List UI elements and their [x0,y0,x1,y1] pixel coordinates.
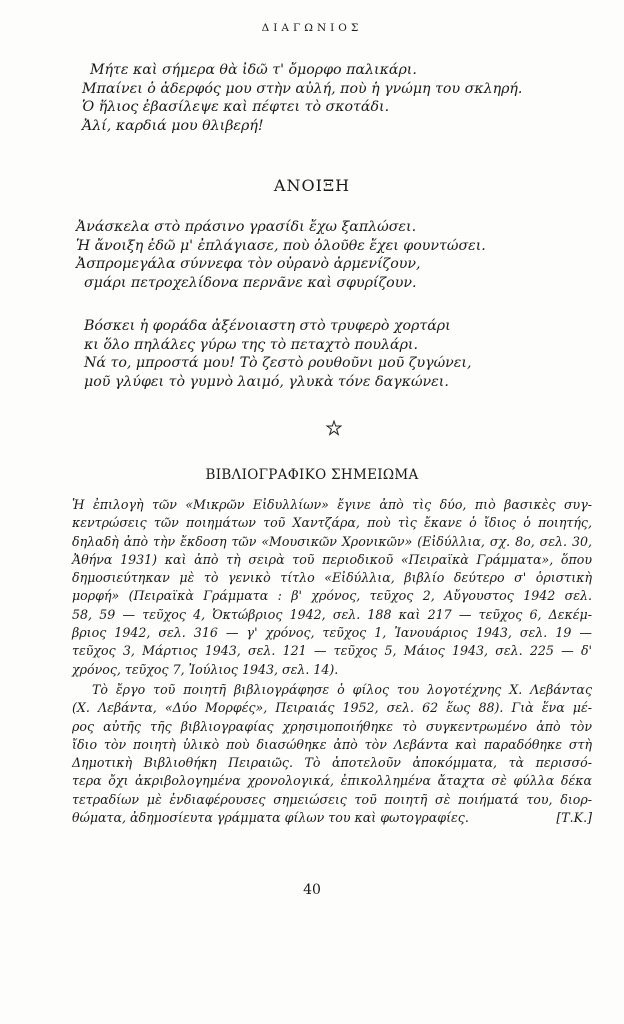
verse-line: Ἀλί, καρδιά μου θλιβερή! [82,117,264,134]
text-line: μορφή» (Πειραϊκὰ Γράμματα : β' χρόνος, τεῦχος 2, Αὔγουστος 1942 σελ. [72,588,592,604]
text-line: Ἀθήνα 1931) καὶ ἀπὸ τὴ σειρὰ τοῦ περιοδικοῦ «Πειραϊκὰ Γράμματα», ὅπου [72,551,592,567]
bibliography-paragraph-2 [72,681,592,827]
verse-line: Μπαίνει ὁ ἀδερφός μου στὴν αὐλή, ποὺ ἡ γνώμη του σκληρή. [82,80,523,97]
poem-title: ΑΝΟΙΞΗ [273,176,351,195]
verse-line: σμάρι πετροχελίδονα περνᾶνε καὶ σφυρίζουν. [84,274,417,291]
verse-line: κι ὅλο πηλάλες γύρω της τὸ πεταχτὸ πουλάρι. [84,336,418,353]
verse-line: Μήτε καὶ σήμερα θὰ ἰδῶ τ' ὄμορφο παλικάρι. [90,62,417,78]
page-number: 40 [303,882,321,898]
text-line: 58, 59 — τεῦχος 4, Ὀκτώβριος 1942, σελ. 188 καὶ 217 — τεῦχος 6, Δεκέμ- [72,606,592,622]
text-line: (Χ. Λεβάντα, «Δύο Μορφές», Πειραιάς 1952, σελ. 62 ἕως 88). Γιὰ ἕνα μέ- [72,700,592,716]
text-line: τερα ὄχι ἀκριβολογημένα χρονολογικά, ἐπικολλημένα ἄταχτα σὲ φύλλα δέκα [72,773,592,789]
text-line: χρόνος, τεῦχος 7, Ἰούλιος 1943, σελ. 14). [72,661,339,677]
stanza-1 [76,218,486,292]
text-line: τετραδίων μὲ ἐνδιαφέρουσες σημειώσεις τοῦ ποιητῆ σὲ ποιήματά του, διορ- [72,791,592,807]
verse-line: Ὁ ἥλιος ἐβασίλεψε καὶ πέφτει τὸ σκοτάδι. [82,99,390,115]
section-title: ΒΙΒΛΙΟΓΡΑΦΙΚΟ ΣΗΜΕΙΩΜΑ [205,467,419,483]
star-ornament-icon [326,420,342,436]
text-line: κεντρώσεις τῶν ποιημάτων τοῦ Χαντζάρα, ποὺ τὶς ἔκανε ὁ ἴδιος ὁ ποιητής, [72,515,592,531]
running-head: ΔΙΑΓΩΝΙΟΣ [261,22,363,34]
verse-line: Ἀνάσκελα στὸ πράσινο γρασίδι ἔχω ξαπλώσει. [76,219,417,235]
text-line: βριος 1942, σελ. 316 — γ' χρόνος, τεῦχος 1, Ἰανουάριος 1943, σελ. 19 — [72,625,592,641]
text-line: ρος αὐτῆς τῆς βιβλιογραφίας χρησιμοποιήθηκε τὸ συγκεντρωμένο ἀπὸ τὸν [72,718,592,734]
verse-line: Νά το, μπροστά μου! Τὸ ζεστὸ ρουθοῦνι μοῦ ζυγώνει, [84,355,472,371]
text-line: τεῦχος 3, Μάρτιος 1943, σελ. 121 — τεῦχος 5, Μάιος 1943, σελ. 225 — δ' [72,643,592,659]
verse-line: Ἡ ἄνοιξη ἐδῶ μ' ἐπλάγιασε, ποὺ ὁλοῦθε ἔχει φουντώσει. [76,237,486,254]
verse-line: μοῦ γλύφει τὸ γυμνὸ λαιμό, γλυκὰ τόνε δαγκώνει. [84,373,449,390]
text-line: θώματα, ἀδημοσίευτα γράμματα φίλων του καὶ φωτογραφίες. [72,810,469,826]
text-line: δημοσιεύτηκαν μὲ τὸ γενικὸ τίτλο «Εἰδύλλια, βιβλίο δεύτερο σ' ὁριστικὴ [72,570,592,586]
bibliography-paragraph-1 [72,496,592,679]
text-line: Τὸ ἔργο τοῦ ποιητῆ βιβλιογράφησε ὁ φίλος του λογοτέχνης Χ. Λεβάντας [92,682,592,697]
stanza-top [82,61,522,135]
stanza-2 [84,317,471,391]
verse-line: Ἀσπρομεγάλα σύννεφα τὸν οὐρανὸ ἀρμενίζουν, [76,256,421,272]
verse-line: Βόσκει ἡ φοράδα ἀξένοιαστη στὸ τρυφερὸ χορτάρι [84,318,451,334]
text-line-last [72,809,592,827]
text-line: Ἡ ἐπιλογὴ τῶν «Μικρῶν Εἰδυλλίων» ἔγινε ἀπὸ τὶς δύο, πιὸ βασικὲς συγ- [72,497,592,512]
text-line: Δημοτικὴ Βιβλιοθήκη Πειραιῶς. Τὸ ἀποτελοῦν ἀποκόμματα, τὰ περισσό- [72,755,592,771]
text-line: ἴδιο τὸν ποιητὴ ὑλικὸ ποὺ διασώθηκε ἀπὸ τὸν Λεβάντα καὶ παραδόθηκε στὴ [72,736,592,752]
author-initials: [Τ.Κ.] [556,810,592,826]
text-line: δηλαδὴ ἀπὸ τὴν ἔκδοση τῶν «Μουσικῶν Χρονικῶν» (Εἰδύλλια, σχ. 8ο, σελ. 30, [72,533,592,549]
